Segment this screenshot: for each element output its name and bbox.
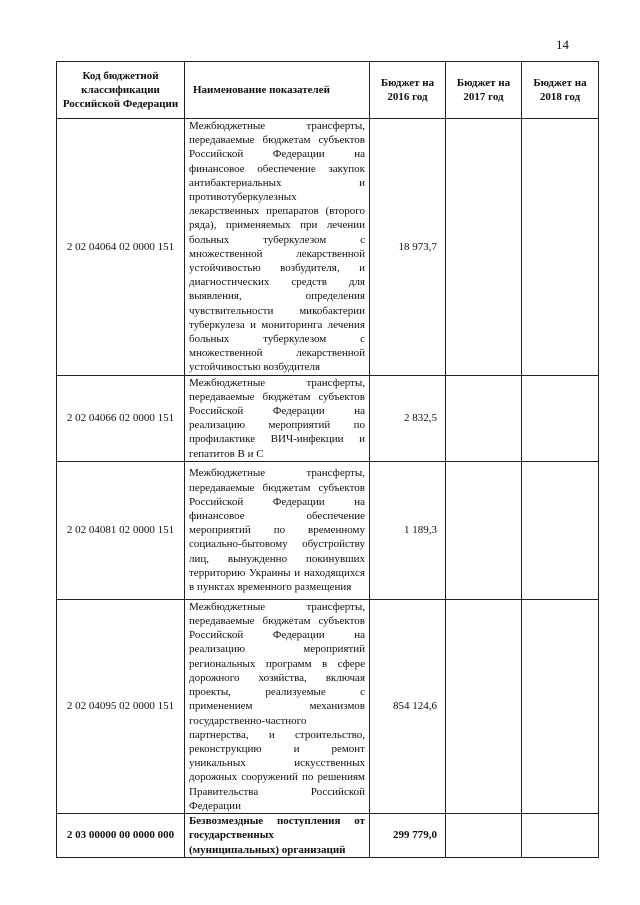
row-code: 2 02 04066 02 0000 151 [57,375,185,461]
header-budget-2016: Бюджет на 2016 год [370,62,446,119]
row-budget-2016: 854 124,6 [370,599,446,813]
row-budget-2017 [446,375,522,461]
row-budget-2017 [446,119,522,376]
row-code: 2 03 00000 00 0000 000 [57,813,185,857]
table-row [57,375,599,461]
table-row [57,813,599,857]
row-budget-2018 [522,375,599,461]
row-name: Безвозмездные поступления от государственных (муниципальных) организаций [185,813,370,857]
row-budget-2016: 1 189,3 [370,461,446,599]
header-code: Код бюджетной классификации Российской Федерации [57,62,185,119]
row-budget-2017 [446,461,522,599]
row-budget-2017 [446,813,522,857]
row-name: Межбюджетные трансферты, передаваемые бюджетам субъектов Российской Федерации на реализацию мероприятий по профилактике ВИЧ-инфекции и гепатитов В и С [185,375,370,461]
row-name: Межбюджетные трансферты, передаваемые бюджетам субъектов Российской Федерации на финансовое обеспечение мероприятий по временному социально-бытовому обустройству лиц, вынужденно покинувших территорию Украины и находящихся в пунктах временного размещения [185,461,370,599]
row-code: 2 02 04081 02 0000 151 [57,461,185,599]
row-name: Межбюджетные трансферты, передаваемые бюджетам субъектов Российской Федерации на финансовое обеспечение закупок антибактериальных и противотуберкулезных лекарственных препаратов (второго ряда), применяемых при лечении больных туберкулезом с множественной лекарственной устойчивостью возбудителя, и диагностических средств для выявления, определения чувствительности микобактерии туберкулеза и мониторинга лечения больных туберкулезом с множественной лекарственной устойчивостью возбудителя [185,119,370,376]
table-header-row [57,62,599,119]
row-budget-2018 [522,461,599,599]
header-budget-2018: Бюджет на 2018 год [522,62,599,119]
row-budget-2018 [522,599,599,813]
row-budget-2018 [522,119,599,376]
page-number: 14 [556,37,569,52]
row-budget-2016: 2 832,5 [370,375,446,461]
table-row [57,461,599,599]
row-budget-2017 [446,599,522,813]
table-row [57,599,599,813]
header-budget-2017: Бюджет на 2017 год [446,62,522,119]
row-code: 2 02 04095 02 0000 151 [57,599,185,813]
row-code: 2 02 04064 02 0000 151 [57,119,185,376]
row-budget-2018 [522,813,599,857]
table-row [57,119,599,376]
row-budget-2016: 18 973,7 [370,119,446,376]
row-name: Межбюджетные трансферты, передаваемые бюджетам субъектов Российской Федерации на реализацию мероприятий региональных программ в сфере дорожного хозяйства, включая проекты, реализуемые с применением механизмов государственно-частного партнерства, и строительство, реконструкцию и ремонт уникальных искусственных дорожных сооружений по решениям Правительства Российской Федерации [185,599,370,813]
budget-table [56,61,599,858]
header-name: Наименование показателей [185,62,370,119]
row-budget-2016: 299 779,0 [370,813,446,857]
